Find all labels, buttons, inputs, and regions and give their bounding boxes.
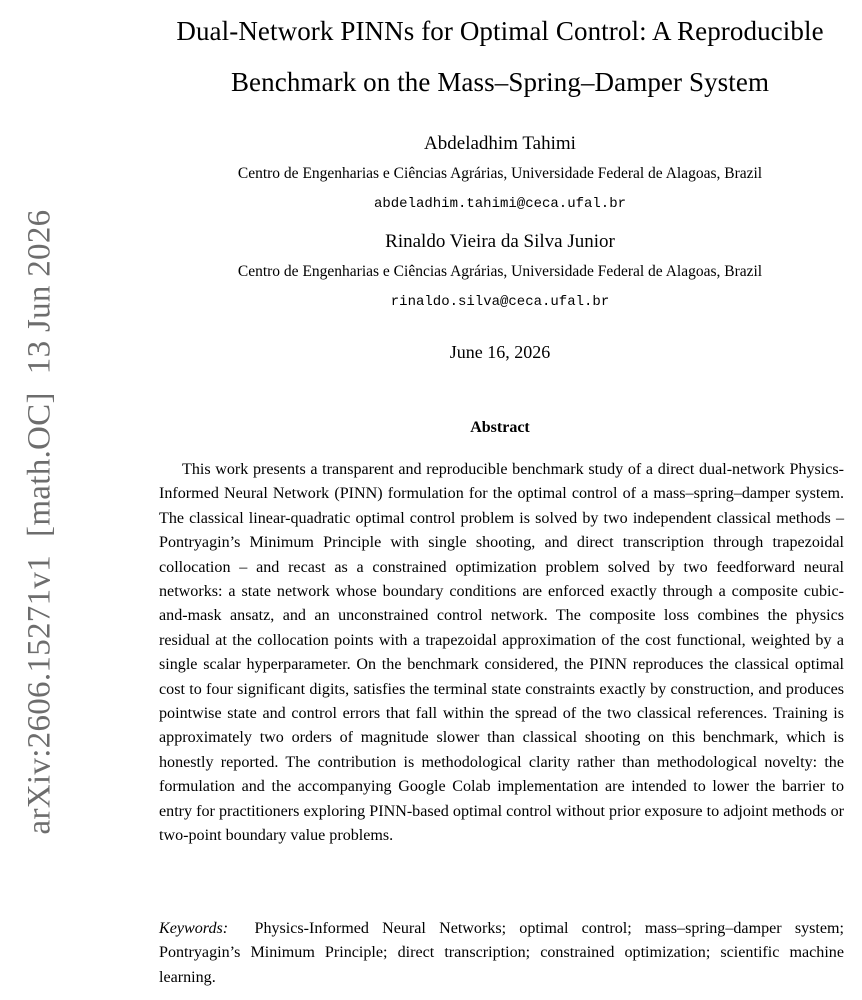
abstract-body: This work presents a transparent and reproducible benchmark study of a direct dual-network Physics-Informed Neural Network (PINN) formulation for the optimal control of a mass–spring–damper system. The classical linear-quadratic optimal control problem is solved by two independent classical methods – Pontryagin’s Minimum Principle with single shooting, and direct transcription through trapezoidal collocation – and recast as a constrained optimization problem solved by two feedforward neural networks: a state network whose boundary conditions are enforced exactly through a composite cubic-and-mask ansatz, and an unconstrained control network. The composite loss combines the physics residual at the collocation points with a trapezoidal approximation of the cost functional, weighted by a single scalar hyperparameter. On the benchmark considered, the PINN reproduces the classical optimal cost to four significant digits, satisfies the terminal state constraints exactly by construction, and produces pointwise state and control errors that fall within the spread of the two classical references. Training is approximately two orders of magnitude slower than classical shooting on this benchmark, which is honestly reported. The contribution is methodological clarity rather than methodological novelty: the formulation and the accompanying Google Colab implementation are intended to lower the barrier to entry for practitioners exploring PINN-based optimal control without prior exposure to adjoint methods or two-point boundary value problems.: [159, 461, 844, 845]
keywords: [159, 917, 844, 990]
author-name-2: Rinaldo Vieira da Silva Junior: [385, 231, 615, 252]
author-affiliation-1: Centro de Engenharias e Ciências Agrárias, Universidade Federal de Alagoas, Brazil: [237, 165, 763, 182]
author-affiliation-2: Centro de Engenharias e Ciências Agrárias, Universidade Federal de Alagoas, Brazil: [237, 263, 763, 280]
paper-date: June 16, 2026: [449, 342, 551, 362]
author-email-1: abdeladhim.tahimi@ceca.ufal.br: [373, 196, 627, 212]
title-line-1: Dual-Network PINNs for Optimal Control: A Reproducible: [176, 16, 824, 46]
arxiv-date: 13 Jun 2026: [21, 209, 58, 375]
arxiv-category: [math.OC]: [21, 392, 58, 537]
paper-title: [140, 6, 860, 108]
arxiv-id: arXiv:2606.15271v1: [21, 554, 58, 835]
abstract-heading: Abstract: [470, 419, 530, 436]
title-line-2: Benchmark on the Mass–Spring–Damper System: [230, 67, 770, 97]
arxiv-stamp: [22, 210, 59, 835]
author-email-2: rinaldo.silva@ceca.ufal.br: [390, 294, 610, 310]
author-name-1: Abdeladhim Tahimi: [424, 133, 576, 154]
keywords-text: Physics-Informed Neural Networks; optimal control; mass–spring–damper system; Pontryagin’s Minimum Principle; direct transcription; constrained optimization; scientific machine learning.: [159, 920, 845, 986]
keywords-label: Keywords:: [159, 920, 229, 937]
